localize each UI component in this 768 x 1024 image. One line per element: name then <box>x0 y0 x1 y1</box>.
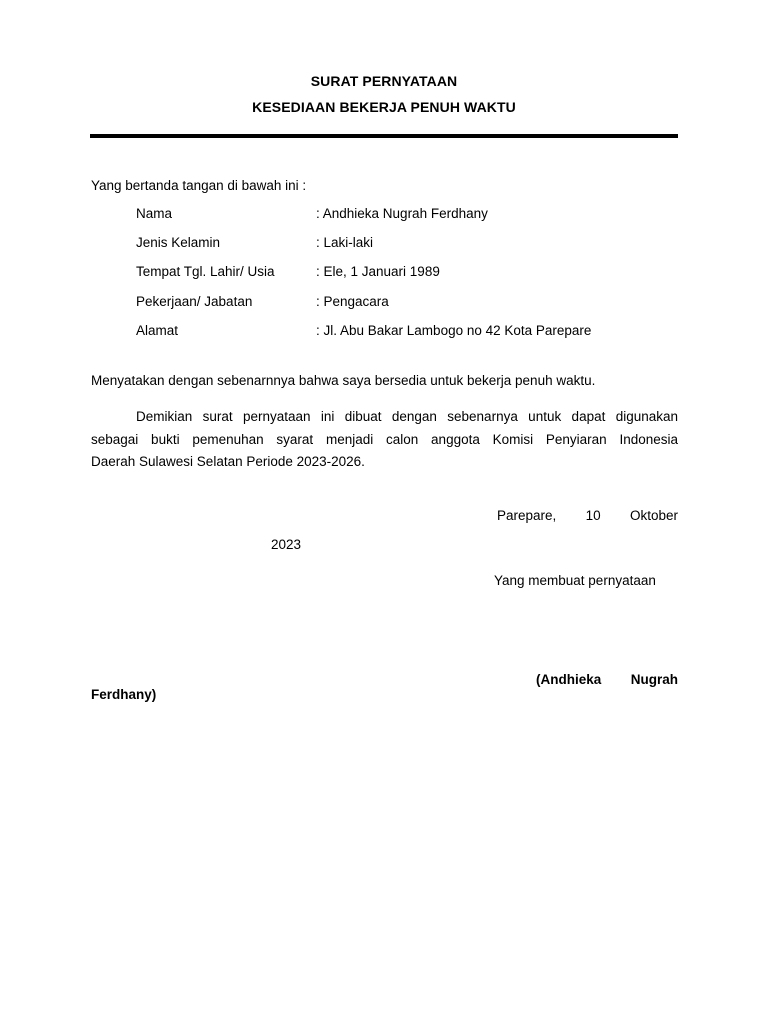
identity-value-birth: : Ele, 1 Januari 1989 <box>316 264 440 279</box>
identity-label-gender: Jenis Kelamin <box>136 235 221 250</box>
identity-label-name: Nama <box>136 206 173 221</box>
date-year: 2023 <box>271 537 302 552</box>
signer-label: Yang membuat pernyataan <box>494 573 656 588</box>
signer-name-line-1 <box>536 672 678 687</box>
identity-label-birth: Tempat Tgl. Lahir/ Usia <box>136 264 275 279</box>
header-divider <box>90 134 678 138</box>
identity-label-occupation: Pekerjaan/ Jabatan <box>136 294 253 309</box>
closing-line-1: Demikian surat pernyataan ini dibuat dengan sebenarnya untuk dapat digunakan <box>136 409 678 424</box>
document-subtitle: KESEDIAAN BEKERJA PENUH WAKTU <box>252 99 516 115</box>
date-place <box>497 508 678 523</box>
identity-label-address: Alamat <box>136 323 179 338</box>
closing-line-2: sebagai bukti pemenuhan syarat menjadi calon anggota Komisi Penyiaran Indonesia <box>91 432 678 447</box>
statement-text: Menyatakan dengan sebenarnnya bahwa saya bersedia untuk bekerja penuh waktu. <box>91 373 596 388</box>
identity-value-gender: : Laki-laki <box>316 235 374 250</box>
identity-value-name: : Andhieka Nugrah Ferdhany <box>316 206 488 221</box>
intro-text: Yang bertanda tangan di bawah ini : <box>91 178 307 193</box>
date-month: Oktober <box>629 508 678 523</box>
date-day: 10 <box>585 508 601 523</box>
document-title: SURAT PERNYATAAN <box>310 73 458 89</box>
date-place-city: Parepare, <box>497 508 557 523</box>
identity-value-address: : Jl. Abu Bakar Lambogo no 42 Kota Parepare <box>316 323 592 338</box>
identity-value-occupation: : Pengacara <box>316 294 389 309</box>
closing-line-3: Daerah Sulawesi Selatan Periode 2023-2026. <box>91 454 365 469</box>
signer-name-part-1: (Andhieka <box>536 672 602 687</box>
signer-name-line-2: Ferdhany) <box>91 687 157 702</box>
signer-name-part-2: Nugrah <box>630 672 678 687</box>
